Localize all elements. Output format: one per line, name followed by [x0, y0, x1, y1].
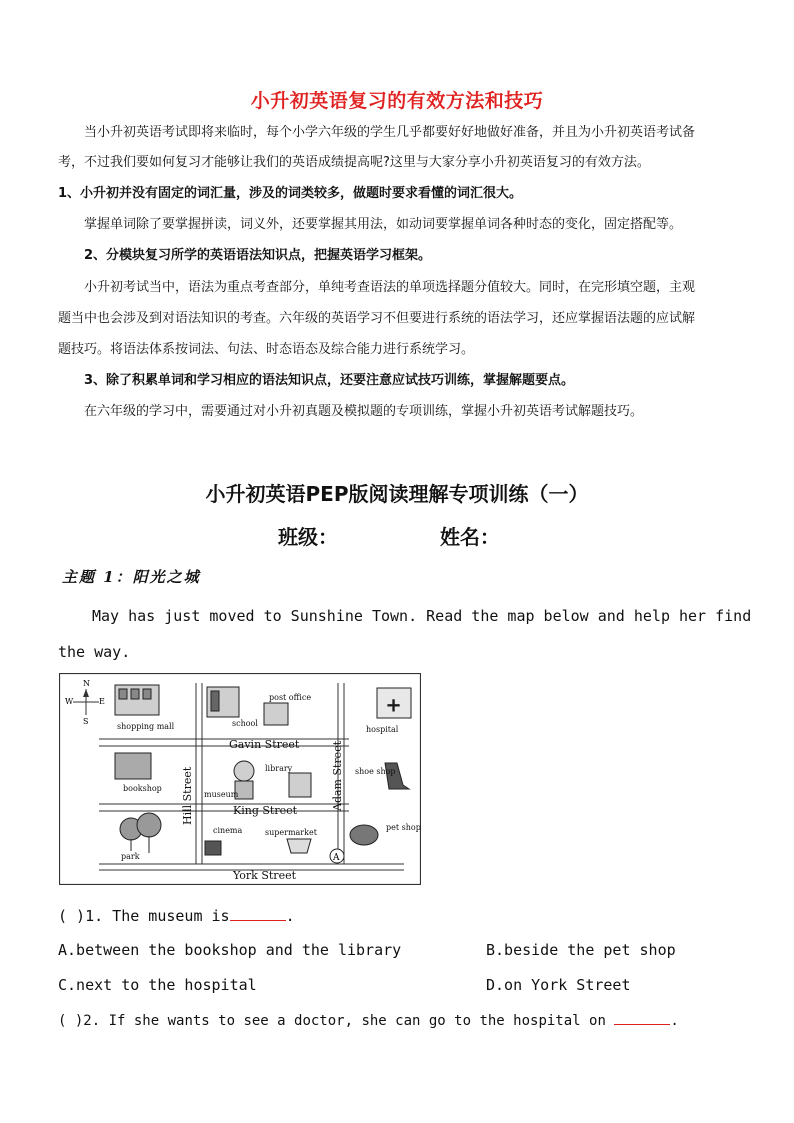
street-hill: Hill Street: [181, 766, 194, 825]
svg-text:+: +: [386, 695, 402, 716]
label-shopping-mall: shopping mall: [117, 722, 175, 731]
passage-line-1: May has just moved to Sunshine Town. Read the map below and help her find: [92, 607, 752, 625]
q1-option-c: C.next to the hospital: [58, 976, 257, 994]
point-1-heading: 1、小升初并没有固定的词汇量，涉及的词类较多，做题时要求看懂的词汇很大。: [58, 186, 523, 201]
street-gavin: Gavin Street: [229, 738, 300, 751]
q1-period: .: [285, 907, 295, 925]
label-museum: museum: [204, 790, 239, 799]
label-post-office: post office: [269, 693, 312, 702]
point-3-heading: 3、除了积累单词和学习相应的语法知识点，还要注意应试技巧训练，掌握解题要点。: [84, 373, 575, 388]
street-king: King Street: [233, 804, 298, 817]
q1-option-a: A.between the bookshop and the library: [58, 941, 402, 959]
topic-heading: 主题 1：阳光之城: [62, 568, 201, 586]
point-a-label: A: [333, 853, 340, 863]
museum-icon: [234, 761, 254, 781]
compass-s: S: [83, 717, 89, 726]
street-adam: Adam Street: [331, 740, 344, 811]
label-school: school: [232, 719, 258, 728]
label-park: park: [121, 852, 140, 861]
q2-stem: 2. If she wants to see a doctor, she can go to the hospital on: [83, 1013, 606, 1029]
label-shoe: shoe shop: [355, 767, 396, 776]
label-library: library: [265, 764, 293, 773]
post-office-icon: [264, 703, 288, 725]
compass-n: N: [83, 679, 90, 688]
label-bookshop: bookshop: [123, 784, 162, 793]
class-name-line: [278, 521, 500, 550]
q2-period: .: [670, 1013, 679, 1029]
point-3-text: 在六年级的学习中，需要通过对小升初真题及模拟题的专项训练，掌握小升初英语考试解题技巧。: [84, 404, 644, 419]
q1-stem: 1. The museum is: [85, 907, 230, 925]
q1-bracket: ( ): [58, 907, 86, 925]
q2-blank[interactable]: [614, 1010, 670, 1025]
point-2-line-1: 小升初考试当中，语法为重点考查部分，单纯考查语法的单项选择题分值较大。同时，在完形填空题，主观: [84, 280, 696, 295]
intro-para-line-1: 当小升初英语考试即将来临时，每个小学六年级的学生几乎都要好好地做好准备，并且为小升初英语考试备: [84, 125, 696, 140]
q1-blank[interactable]: [230, 906, 286, 921]
q1-option-b: B.beside the pet shop: [486, 941, 676, 959]
supermarket-cart-icon: [287, 839, 311, 853]
cinema-icon: [205, 841, 221, 855]
label-supermarket: supermarket: [265, 828, 317, 837]
town-map: [59, 673, 421, 885]
bookshop-icon: [115, 753, 151, 779]
point-2-line-3: 题技巧。将语法体系按词法、句法、时态语态及综合能力进行系统学习。: [58, 342, 475, 357]
compass-w: W: [65, 697, 74, 706]
q2-bracket: ( ): [58, 1013, 84, 1029]
article-title: 小升初英语复习的有效方法和技巧: [250, 90, 544, 112]
point-2-heading: 2、分模块复习所学的英语语法知识点，把握英语学习框架。: [84, 248, 432, 263]
street-york: York Street: [233, 869, 297, 882]
label-pet-shop: pet shop: [386, 823, 421, 832]
label-hospital: hospital: [366, 725, 399, 734]
point-2-line-2: 题当中也会涉及到对语法知识的考查。六年级的英语学习不但要进行系统的语法学习，还应掌握语法题的应试解: [58, 311, 696, 326]
worksheet-title: 小升初英语PEP版阅读理解专项训练（一）: [205, 482, 589, 506]
label-cinema: cinema: [213, 826, 243, 835]
pet-cat-icon: [350, 825, 378, 845]
library-icon: [289, 773, 311, 797]
question-2: [58, 1010, 679, 1029]
q1-option-d: D.on York Street: [486, 976, 631, 994]
point-1-text: 掌握单词除了要掌握拼读，词义外，还要掌握其用法，如动词要掌握单词各种时态的变化，固定搭配等。: [84, 217, 683, 232]
passage-line-2: the way.: [58, 643, 131, 661]
compass-e: E: [99, 697, 105, 706]
question-1: [58, 906, 295, 925]
name-label: 姓名：: [439, 525, 500, 549]
class-label: 班级：: [278, 525, 338, 549]
intro-para-line-2: 考，不过我们要如何复习才能够让我们的英语成绩提高呢?这里与大家分享小升初英语复习的有效方法。: [58, 155, 650, 170]
